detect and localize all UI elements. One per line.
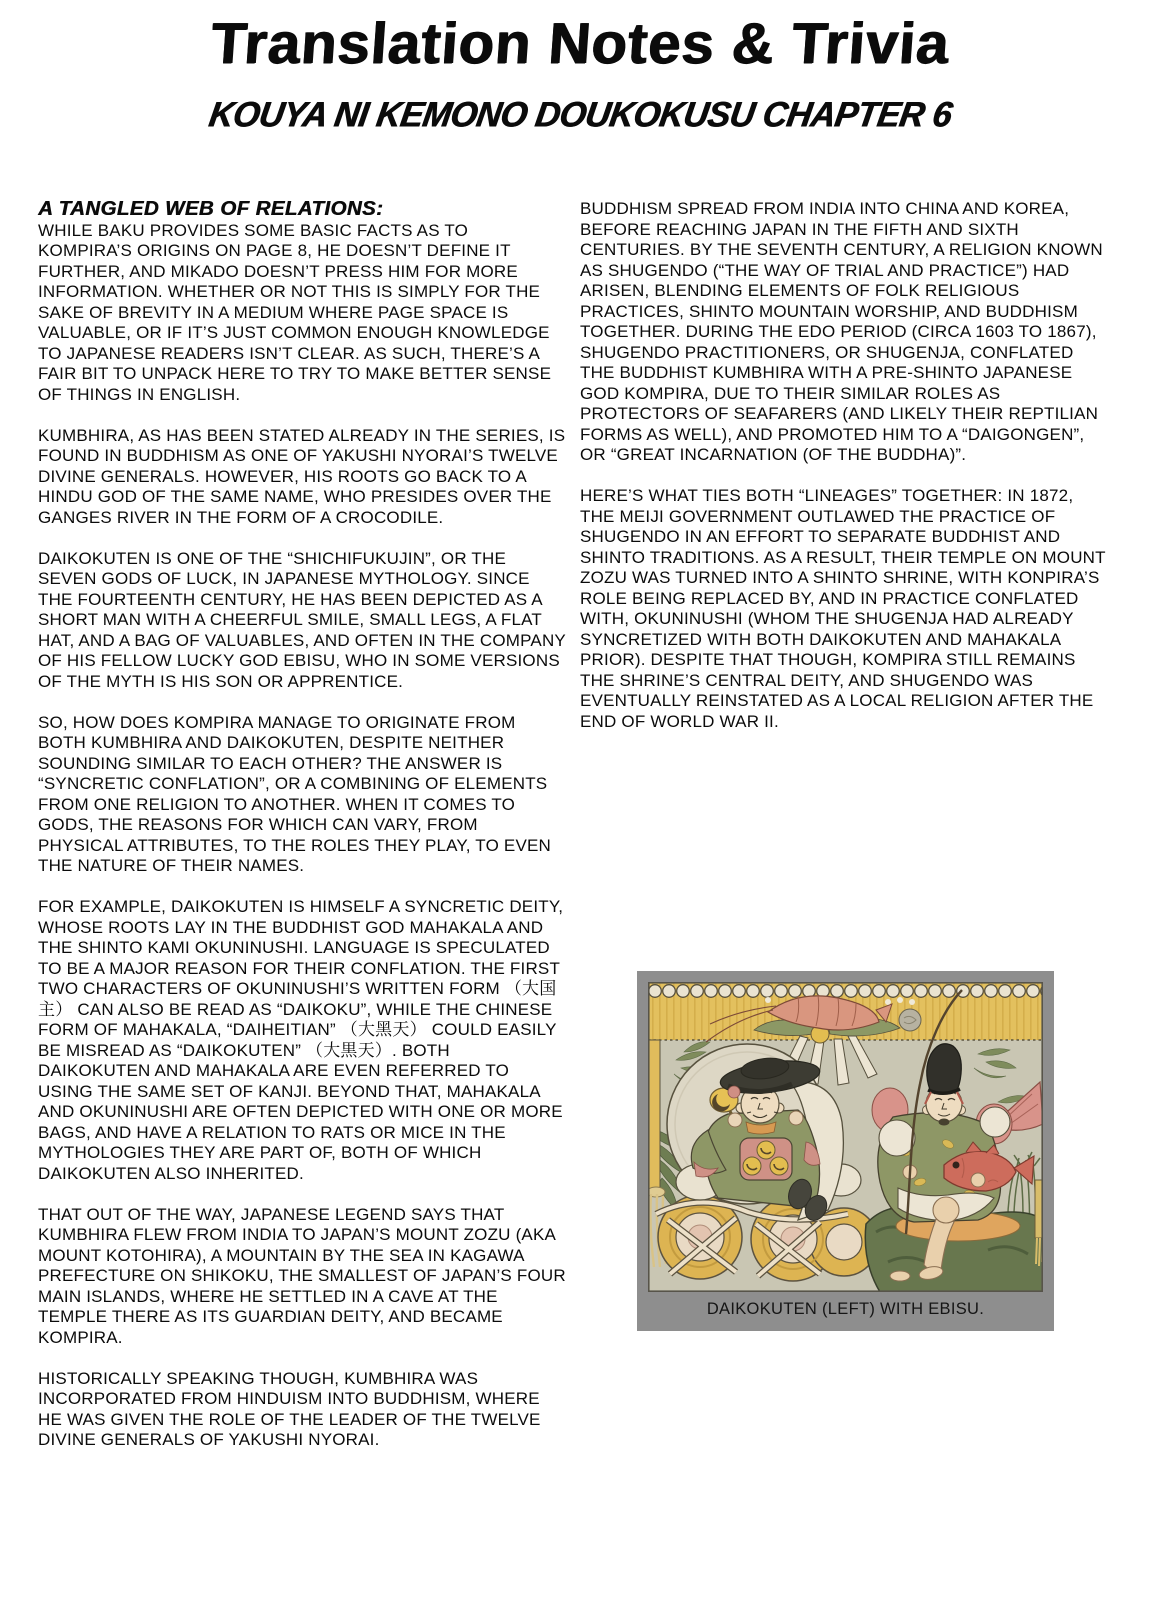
right-column [580,199,1108,753]
paragraph: FOR EXAMPLE, DAIKOKUTEN IS HIMSELF A SYNCRETIC DEITY, WHOSE ROOTS LAY IN THE BUDDHIST GOD MAHAKALA AND THE SHINTO KAMI OKUNINUSHI. LANGUAGE IS SPECULATED TO BE A MAJOR REASON FOR THEIR CONFLATION. THE FIRST TWO CHARACTERS OF OKUNINUSHI’S WRITTEN FORM （大国主） CAN ALSO BE READ AS “DAIKOKU”, WHILE THE CHINESE FORM OF MAHAKALA, “DAIHEITIAN” （大黑天） COULD EASILY BE MISREAD AS “DAIKOKUTEN” （大黒天）. BOTH DAIKOKUTEN AND MAHAKALA ARE EVEN REFERRED TO USING THE SAME SET OF KANJI. BEYOND THAT, MAHAKALA AND OKUNINUSHI ARE OFTEN DEPICTED WITH ONE OR MORE BAGS, AND HAVE A RELATION TO RATS OR MICE IN THE MYTHOLOGIES THEY ARE PART OF, BOTH OF WHICH DAIKOKUTEN ALSO INHERITED. [38,897,564,1183]
page-title: Translation Notes & Trivia [208,11,952,76]
paragraph: SO, HOW DOES KOMPIRA MANAGE TO ORIGINATE FROM BOTH KUMBHIRA AND DAIKOKUTEN, DESPITE NEITHER SOUNDING SIMILAR TO EACH OTHER? THE ANSWER IS “SYNCRETIC CONFLATION”, OR A COMBINING OF ELEMENTS FROM ONE RELIGION TO ANOTHER. WHEN IT COMES TO GODS, THE REASONS FOR WHICH CAN VARY, FROM PHYSICAL ATTRIBUTES, TO THE ROLES THEY PLAY, TO EVEN THE NATURE OF THEIR NAMES. [38,712,552,875]
chapter-subtitle: KOUYA NI KEMONO DOUKOKUSU CHAPTER 6 [205,95,955,135]
paragraph: HERE’S WHAT TIES BOTH “LINEAGES” TOGETHER: IN 1872, THE MEIJI GOVERNMENT OUTLAWED THE PRACTICE OF SHUGENDO IN AN EFFORT TO SEPARATE BUDDHIST AND SHINTO TRADITIONS. AS A RESULT, THEIR TEMPLE ON MOUNT ZOZU WAS TURNED INTO A SHINTO SHRINE, WITH KONPIRA’S ROLE BEING REPLACED BY, AND IN PRACTICE CONFLATED WITH, OKUNINUSHI (WHOM THE SHUGENJA HAD ALREADY SYNCRETIZED WITH BOTH DAIKOKUTEN AND MAHAKALA PRIOR). DESPITE THAT THOUGH, KOMPIRA STILL REMAINS THE SHRINE’S CENTRAL DEITY, AND SHUGENDO WAS EVENTUALLY REINSTATED AS A LOCAL RELIGION AFTER THE END OF WORLD WAR II. [580,486,1106,731]
section-heading: A TANGLED WEB OF RELATIONS: [38,197,384,220]
daikokuten-ebisu-artwork [648,982,1043,1292]
paragraph: BUDDHISM SPREAD FROM INDIA INTO CHINA AND KOREA, BEFORE REACHING JAPAN IN THE FIFTH AND SIXTH CENTURIES. BY THE SEVENTH CENTURY, A RELIGION KNOWN AS SHUGENDO (“THE WAY OF TRIAL AND PRACTICE”) HAD ARISEN, BLENDING ELEMENTS OF FOLK RELIGIOUS PRACTICES, SHINTO MOUNTAIN WORSHIP, AND BUDDHISM TOGETHER. DURING THE EDO PERIOD (CIRCA 1603 TO 1867), SHUGENDO PRACTITIONERS, OR SHUGENJA, CONFLATED THE BUDDHIST KUMBHIRA WITH A PRE-SHINTO JAPANESE GOD KOMPIRA, DUE TO THEIR SIMILAR ROLES AS PROTECTORS OF SEAFARERS (AND LIKELY THEIR REPTILIAN FORMS AS WELL), AND PROMOTED HIM TO A “DAIGONGEN”, OR “GREAT INCARNATION (OF THE BUDDHA)”. [580,199,1103,464]
paragraph: DAIKOKUTEN IS ONE OF THE “SHICHIFUKUJIN”, OR THE SEVEN GODS OF LUCK, IN JAPANESE MYTHOLOGY. SINCE THE FOURTEENTH CENTURY, HE HAS BEEN DEPICTED AS A SHORT MAN WITH A CHEERFUL SMILE, SMALL LEGS, A FLAT HAT, AND A BAG OF VALUABLES, AND OFTEN IN THE COMPANY OF HIS FELLOW LUCKY GOD EBISU, WHO IN SOME VERSIONS OF THE MYTH IS HIS SON OR APPRENTICE. [38,548,566,691]
figure-caption: DAIKOKUTEN (LEFT) WITH EBISU. [706,1300,985,1318]
rice-bales [656,1195,878,1281]
left-column [38,199,566,1471]
paragraph: KUMBHIRA, AS HAS BEEN STATED ALREADY IN THE SERIES, IS FOUND IN BUDDHISM AS ONE OF YAKUSHI NYORAI’S TWELVE DIVINE GENERALS. HOWEVER, HIS ROOTS GO BACK TO A HINDU GOD OF THE SAME NAME, WHO PRESIDES OVER THE GANGES RIVER IN THE FORM OF A CROCODILE. [38,425,566,527]
paragraph: THAT OUT OF THE WAY, JAPANESE LEGEND SAYS THAT KUMBHIRA FLEW FROM INDIA TO JAPAN’S MOUNT ZOZU (AKA MOUNT KOTOHIRA), A MOUNTAIN BY THE SEA IN KAGAWA PREFECTURE ON SHIKOKU, THE SMALLEST OF JAPAN’S FOUR MAIN ISLANDS, WHERE HE SETTLED IN A CAVE AT THE TEMPLE THERE AS ITS GUARDIAN DEITY, AND BECAME KOMPIRA. [38,1204,566,1347]
figure-frame [637,971,1054,1331]
paragraph: WHILE BAKU PROVIDES SOME BASIC FACTS AS TO KOMPIRA’S ORIGINS ON PAGE 8, HE DOESN’T DEFINE IT FURTHER, AND MIKADO DOESN’T PRESS HIM FOR MORE INFORMATION. WHETHER OR NOT THIS IS SIMPLY FOR THE SAKE OF BREVITY IN A MEDIUM WHERE PAGE SPACE IS VALUABLE, OR IF IT’S JUST COMMON ENOUGH KNOWLEDGE TO JAPANESE READERS ISN’T CLEAR. AS SUCH, THERE’S A FAIR BIT TO UNPACK HERE TO TRY TO MAKE BETTER SENSE OF THINGS IN ENGLISH. [38,220,552,404]
paragraph: HISTORICALLY SPEAKING THOUGH, KUMBHIRA WAS INCORPORATED FROM HINDUISM INTO BUDDHISM, WHERE HE WAS GIVEN THE ROLE OF THE LEADER OF THE TWELVE DIVINE GENERALS OF YAKUSHI NYORAI. [38,1368,541,1449]
